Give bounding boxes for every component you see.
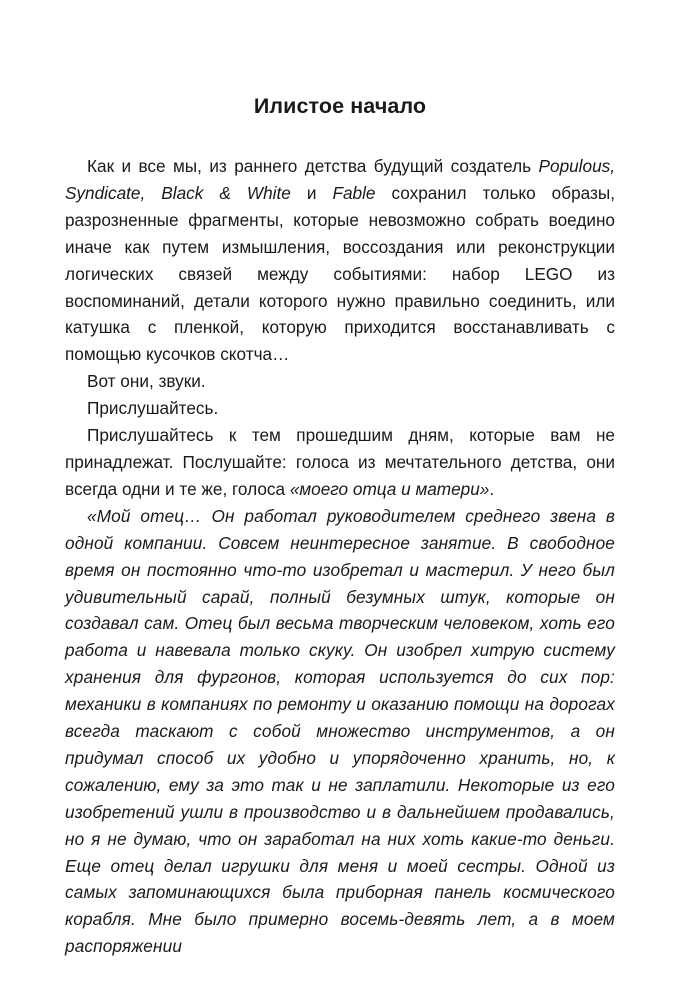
chapter-body — [65, 153, 615, 960]
paragraph-4-emphasis: «моего отца и матери» — [289, 478, 490, 499]
paragraph-1-part-1: Как и все мы, из раннего детства будущий создатель — [87, 156, 539, 176]
paragraph-1-part-3: сохранил только образы, разрозненные фрагменты, которые невозможно собрать воедино иначе как путем измышления, воссоздания или реконструкции логических связей между событиями: набор LEGO из воспоминаний, детали которого нужно правильно соединить, или катушка с пленкой, которую приходится восстанавливать с помощью кусочков скотча… — [65, 182, 616, 365]
paragraph-1-part-2: и — [290, 182, 333, 203]
paragraph-1 — [65, 153, 615, 368]
quote-block — [65, 503, 615, 960]
game-titles-1: Populous, Syndicate, Black & White — [65, 156, 615, 203]
paragraph-4-part-2: . — [489, 478, 495, 499]
chapter-title: Илистое начало — [253, 94, 427, 118]
paragraph-4 — [65, 422, 615, 503]
quote-paragraph: «Мой отец… Он работал руководителем среднего звена в одной компании. Совсем неинтересное занятие. В свободное время он постоянно что-то изобретал и мастерил. У него был удивительный сарай, полный безумных штук, которые он создавал сам. Отец был весьма творческим человеком, хоть его работа и навевала только скуку. Он изобрел хитрую систему хранения для фургонов, которая используется до сих пор: механики в компаниях по ремонту и оказанию помощи на дорогах всегда таскают с собой множество инструментов, а он придумал способ их удобно и упорядоченно хранить, но, к сожалению, ему за это так и не заплатили. Некоторые из его изобретений ушли в производство и в дальнейшем продавались, но я не думаю, что он заработал на них хоть какие-то деньги. Еще отец делал игрушки для меня и моей сестры. Одной из самых запоминающихся была приборная панель космического корабля. Мне было примерно восемь-девять лет, а в моем распоряжении — [65, 505, 615, 957]
game-title-fable: Fable — [332, 182, 376, 203]
paragraph-2: Вот они, звуки. — [87, 371, 206, 392]
book-page — [65, 0, 615, 960]
paragraph-4-part-1: Прислушайтесь к тем прошедшим дням, которые вам не принадлежат. Послушайте: голоса из мечтательного детства, они всегда одни и те же, голоса — [65, 425, 615, 499]
paragraph-3: Прислушайтесь. — [87, 398, 219, 419]
